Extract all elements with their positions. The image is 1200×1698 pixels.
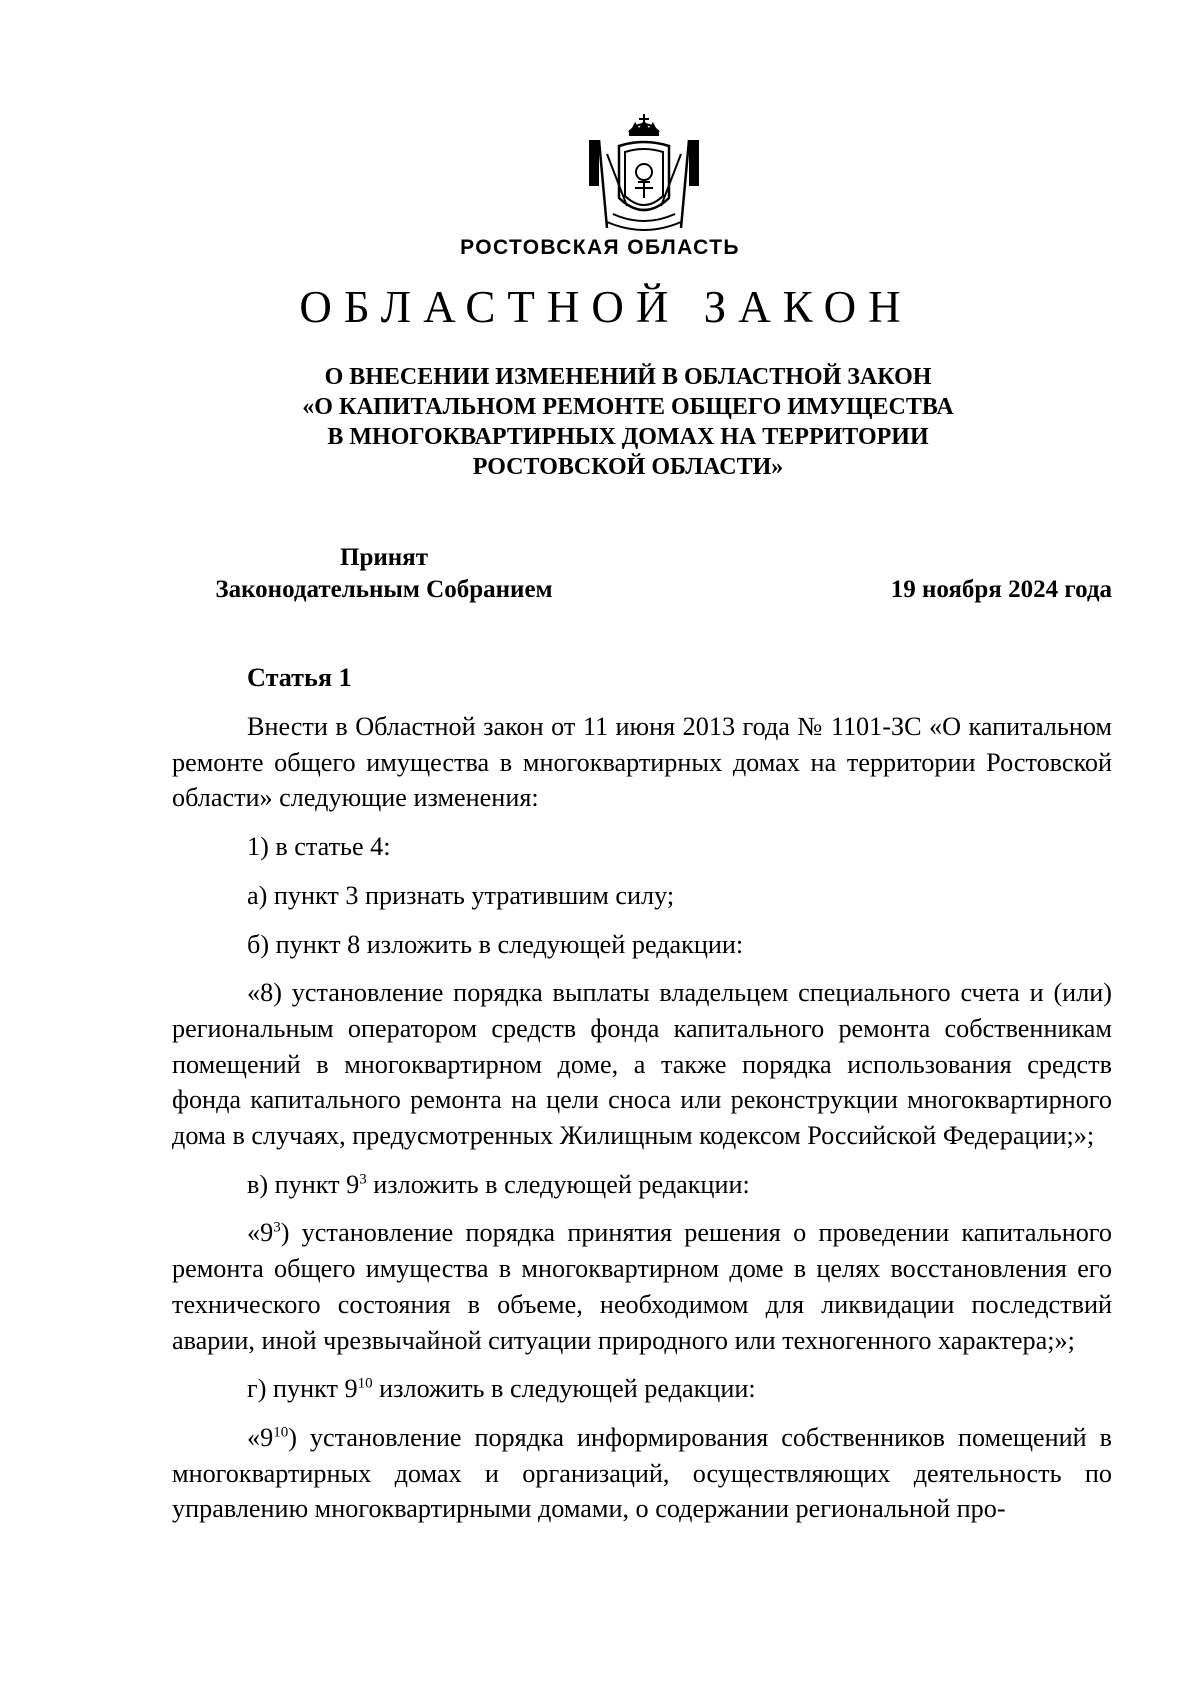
paragraph-text: изложить в следующей редакции: [366, 1169, 750, 1199]
paragraph-text: «9 [247, 1422, 274, 1452]
paragraph [172, 1371, 1112, 1407]
paragraph-text: «9 [247, 1218, 274, 1248]
paragraph-text: в) пункт 9 [247, 1169, 360, 1199]
adoption-line: Законодательным Собранием [215, 576, 553, 603]
paragraph-text: г) пункт 9 [247, 1374, 358, 1404]
coat-of-arms-icon [585, 110, 703, 238]
adoption-date: 19 ноября 2024 года [890, 576, 1112, 603]
paragraph: Внести в Областной закон от 11 июня 2013 года № 1101-ЗС «О капитальном ремонте общего имущества в многоквартирных домах на территории Ростовской области» следующие изменения: [172, 712, 1112, 813]
paragraph: б) пункт 8 изложить в следующей редакции: [247, 929, 744, 959]
document-title-line: РОСТОВСКОЙ ОБЛАСТИ» [472, 454, 784, 480]
document-title-line: О ВНЕСЕНИИ ИЗМЕНЕНИЙ В ОБЛАСТНОЙ ЗАКОН [324, 364, 932, 390]
paragraph [172, 1420, 1112, 1527]
adoption-body [174, 542, 594, 606]
paragraph [172, 1167, 1112, 1203]
superscript: 10 [357, 1375, 373, 1392]
document-type: ОБЛАСТНОЙ ЗАКОН [299, 282, 913, 332]
paragraph [172, 1215, 1112, 1358]
article-heading: Статья 1 [247, 663, 352, 692]
document-title [200, 362, 1056, 482]
paragraph: «8) установление порядка выплаты владельцем специального счета и (или) региональным оператором средств фонда капитального ремонта собственникам помещений в многоквартирном доме, а также порядка использования средств фонда капитального ремонта на цели сноса или реконструкции многоквартирного дома в случаях, предусмотренных Жилищным кодексом Российской Федерации;»; [172, 978, 1112, 1151]
paragraph-text: ) установление порядка информирования собственников помещений в многоквартирных домах и организаций, осуществляющих деятельность по управлению многоквартирными домами, о содержании региональной про- [172, 1422, 1112, 1524]
paragraph-text: изложить в следующей редакции: [372, 1374, 756, 1404]
document-title-line: «О КАПИТАЛЬНОМ РЕМОНТЕ ОБЩЕГО ИМУЩЕСТВА [302, 394, 954, 420]
paragraph-text: ) установление порядка принятия решения о проведении капитального ремонта общего имущества в многоквартирном доме в целях восстановления его технического состояния в объеме, необходимом для ликвидации последствий аварии, иной чрезвычайной ситуации природного или техногенного характера;»; [172, 1218, 1112, 1355]
paragraph: а) пункт 3 признать утратившим силу; [247, 880, 675, 910]
superscript: 10 [273, 1424, 289, 1441]
region-name: РОСТОВСКАЯ ОБЛАСТЬ [460, 236, 740, 259]
document-body [172, 660, 1112, 1540]
adoption-line: Принят [340, 544, 428, 571]
superscript: 3 [359, 1171, 367, 1187]
document-title-line: В МНОГОКВАРТИРНЫХ ДОМАХ НА ТЕРРИТОРИИ [327, 424, 929, 450]
superscript: 3 [273, 1219, 281, 1236]
paragraph: 1) в статье 4: [247, 832, 391, 862]
